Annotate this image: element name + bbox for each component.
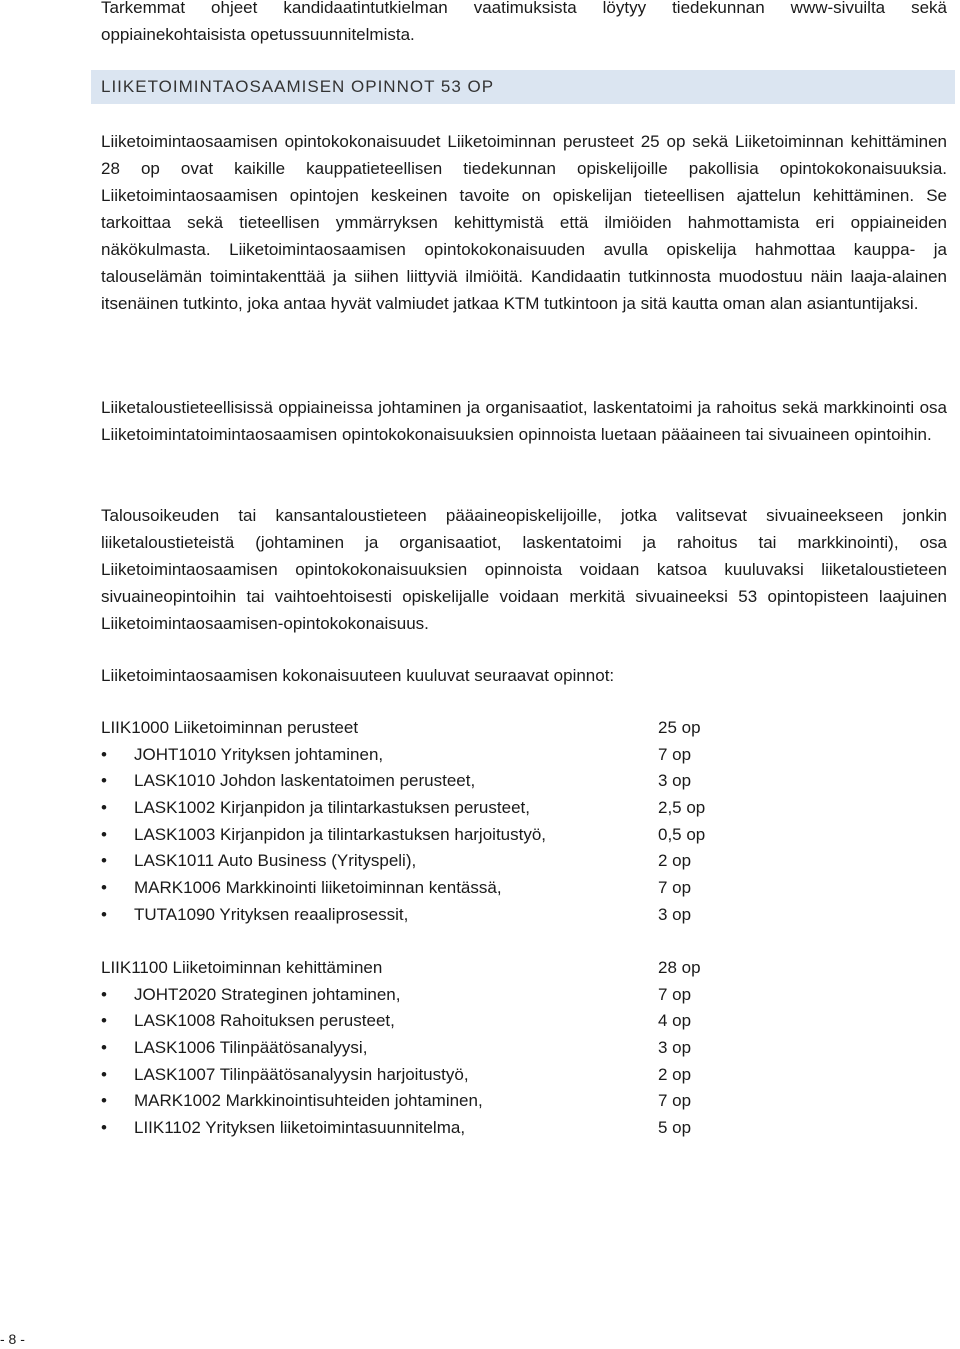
course-name: LASK1007 Tilinpäätösanalyysin harjoitustyö, (134, 1064, 469, 1084)
course-credits: 3 op (658, 771, 692, 791)
course-block-credits: 25 op (658, 718, 701, 737)
bullet-icon: • (101, 851, 107, 871)
bullet-icon: • (101, 984, 107, 1004)
paragraph-2 (101, 394, 947, 448)
course-item (101, 768, 801, 795)
course-item (101, 1008, 801, 1035)
course-name: LASK1010 Johdon laskentatoimen perusteet, (134, 771, 476, 791)
bullet-icon: • (101, 1091, 107, 1111)
course-credits: 5 op (658, 1118, 692, 1138)
paragraph-3-text: Talousoikeuden tai kansantaloustieteen pääaineopiskelijoille, jotka valitsevat sivuaineekseen jonkin liiketaloustieteistä (johtaminen ja organisaatiot, laskentatoimi ja rahoitus tai markkinointi), osa Liiketoimintaosaamisen opintokokonaisuuksien opinnoista voidaan katsoa kuuluvaksi liiketaloustieteen sivuaineopintoihin tai vaihtoehtoisesti opiskelijalle voidaan merkitä sivuaineeksi 53 opintopisteen laajuinen Liiketoimintaosaamisen-opintokokonaisuus. (101, 506, 947, 633)
course-credits: 4 op (658, 1011, 692, 1031)
section-heading-bar (91, 70, 955, 104)
course-credits: 7 op (658, 744, 692, 764)
course-item (101, 848, 801, 875)
course-credits: 7 op (658, 878, 692, 898)
course-name: LASK1002 Kirjanpidon ja tilintarkastuksen perusteet, (134, 798, 530, 818)
paragraph-2-text: Liiketaloustieteellisissä oppiaineissa johtaminen ja organisaatiot, laskentatoimi ja rahoitus sekä markkinointi osa Liiketoimintatoimintaosaamisen opintokokonaisuuksien opinnoista luetaan pääaineen tai sivuaineen opintoihin. (101, 398, 947, 444)
course-block-liik1100 (101, 955, 801, 1142)
course-name: JOHT1010 Yrityksen johtaminen, (134, 744, 384, 764)
course-block-liik1000 (101, 715, 801, 929)
course-credits: 2 op (658, 851, 692, 871)
bullet-icon: • (101, 798, 107, 818)
course-name: MARK1002 Markkinointisuhteiden johtaminen, (134, 1091, 483, 1111)
paragraph-4 (101, 662, 947, 689)
course-item (101, 875, 801, 902)
course-item (101, 1035, 801, 1062)
course-credits: 2 op (658, 1064, 692, 1084)
section-heading: LIIKETOIMINTAOSAAMISEN OPINNOT 53 OP (101, 77, 495, 96)
course-credits: 0,5 op (658, 824, 706, 844)
course-name: LIIK1102 Yrityksen liiketoimintasuunnitelma, (134, 1118, 466, 1138)
course-item (101, 1062, 801, 1089)
course-name: TUTA1090 Yrityksen reaaliprosessit, (134, 904, 409, 924)
bullet-icon: • (101, 1038, 107, 1058)
bullet-icon: • (101, 1064, 107, 1084)
course-credits: 2,5 op (658, 798, 706, 818)
intro-text: Tarkemmat ohjeet kandidaatintutkielman vaatimuksista löytyy tiedekunnan www-sivuilta sekä oppiainekohtaisista opetussuunnitelmista. (101, 0, 947, 44)
bullet-icon: • (101, 904, 107, 924)
course-item (101, 902, 801, 929)
course-name: JOHT2020 Strateginen johtaminen, (134, 984, 401, 1004)
course-credits: 3 op (658, 904, 692, 924)
course-item (101, 742, 801, 769)
course-item (101, 1115, 801, 1142)
course-credits: 7 op (658, 1091, 692, 1111)
bullet-icon: • (101, 1011, 107, 1031)
bullet-icon: • (101, 771, 107, 791)
course-block-header (101, 715, 801, 742)
course-block-header (101, 955, 801, 982)
course-block-credits: 28 op (658, 958, 701, 977)
bullet-icon: • (101, 878, 107, 898)
page-number: - 8 - (0, 1331, 25, 1347)
course-item (101, 795, 801, 822)
course-name: MARK1006 Markkinointi liiketoiminnan kentässä, (134, 878, 502, 898)
paragraph-4-text: Liiketoimintaosaamisen kokonaisuuteen kuuluvat seuraavat opinnot: (101, 666, 615, 685)
intro-paragraph (101, 0, 947, 48)
course-name: LASK1003 Kirjanpidon ja tilintarkastuksen harjoitustyö, (134, 824, 547, 844)
bullet-icon: • (101, 744, 107, 764)
bullet-icon: • (101, 824, 107, 844)
course-name: LASK1011 Auto Business (Yrityspeli), (134, 851, 417, 871)
course-name: LASK1006 Tilinpäätösanalyysi, (134, 1038, 368, 1058)
course-name: LASK1008 Rahoituksen perusteet, (134, 1011, 395, 1031)
course-credits: 3 op (658, 1038, 692, 1058)
course-credits: 7 op (658, 984, 692, 1004)
course-item (101, 822, 801, 849)
course-block-title: LIIK1100 Liiketoiminnan kehittäminen (101, 958, 383, 977)
paragraph-1-text: Liiketoimintaosaamisen opintokokonaisuudet Liiketoiminnan perusteet 25 op sekä Liiketoiminnan kehittäminen 28 op ovat kaikille kauppatieteellisen tiedekunnan opiskelijoille pakollisia opintokokonaisuuksia. Liiketoimintaosaamisen opintojen keskeinen tavoite on opiskelijan tieteellisen ajattelun kehittäminen. Se tarkoittaa sekä tieteellisen ymmärryksen kehittymistä että ilmiöiden hahmottamista eri oppiaineiden näkökulmasta. Liiketoimintaosaamisen opintokokonaisuuden avulla opiskelija hahmottaa kauppa- ja talouselämän toimintakenttää ja siihen liittyviä ilmiöitä. Kandidaatin tutkinnosta muodostuu näin laaja-alainen itsenäinen tutkinto, joka antaa hyvät valmiudet jatkaa KTM tutkintoon ja sitä kautta oman alan asiantuntijaksi. (101, 132, 947, 313)
course-item (101, 982, 801, 1009)
bullet-icon: • (101, 1118, 107, 1138)
course-item (101, 1088, 801, 1115)
paragraph-1 (101, 128, 947, 317)
course-block-title: LIIK1000 Liiketoiminnan perusteet (101, 718, 359, 737)
paragraph-3 (101, 502, 947, 637)
